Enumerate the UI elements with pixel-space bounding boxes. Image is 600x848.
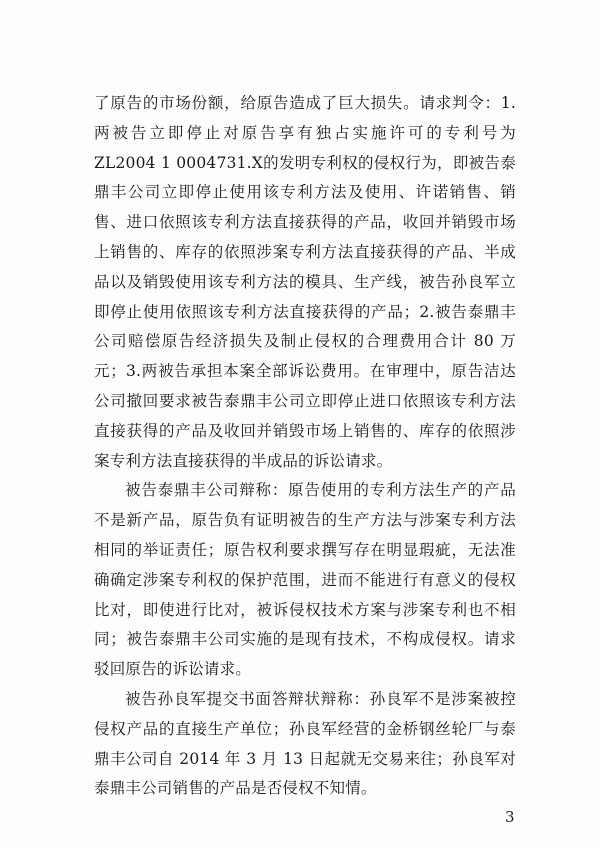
document-body: [94, 89, 516, 804]
page-number: 3: [505, 808, 515, 826]
paragraph-claims: 了原告的市场份额，给原告造成了巨大损失。请求判令：1.两被告立即停止对原告享有独占实施许可的专利号为ZL2004 1 0004731.X的发明专利权的侵权行为，即被告泰鼎丰公司立即停止使用该专利方法及使用、许诺销售、销售、进口依照该专利方法直接获得的产品，收回并销毁市场上销售的、库存的依照涉案专利方法直接获得的产品、半成品以及销毁使用该专利方法的模具、生产线，被告孙良军立即停止使用依照该专利方法直接获得的产品；2.被告泰鼎丰公司赔偿原告经济损失及制止侵权的合理费用合计 80 万元；3.两被告承担本案全部诉讼费用。在审理中，原告洁达公司撤回要求被告泰鼎丰公司立即停止进口依照该专利方法直接获得的产品及收回并销毁市场上销售的、库存的依照涉案专利方法直接获得的半成品的诉讼请求。: [94, 94, 516, 470]
paragraph-defense-taidingfeng: 被告泰鼎丰公司辩称：原告使用的专利方法生产的产品不是新产品，原告负有证明被告的生产方法与涉案专利方法相同的举证责任；原告权利要求撰写存在明显瑕疵，无法准确确定涉案专利权的保护范围，进而不能进行有意义的侵权比对，即使进行比对，被诉侵权技术方案与涉案专利也不相同；被告泰鼎丰公司实施的是现有技术，不构成侵权。请求驳回原告的诉讼请求。: [94, 481, 516, 679]
paragraph-defense-sunliangjun: 被告孙良军提交书面答辩状辩称：孙良军不是涉案被控侵权产品的直接生产单位；孙良军经营的金桥钢丝轮厂与泰鼎丰公司自 2014 年 3 月 13 日起就无交易来往；孙良军对泰鼎丰公司销售的产品是否侵权不知情。: [94, 689, 516, 798]
